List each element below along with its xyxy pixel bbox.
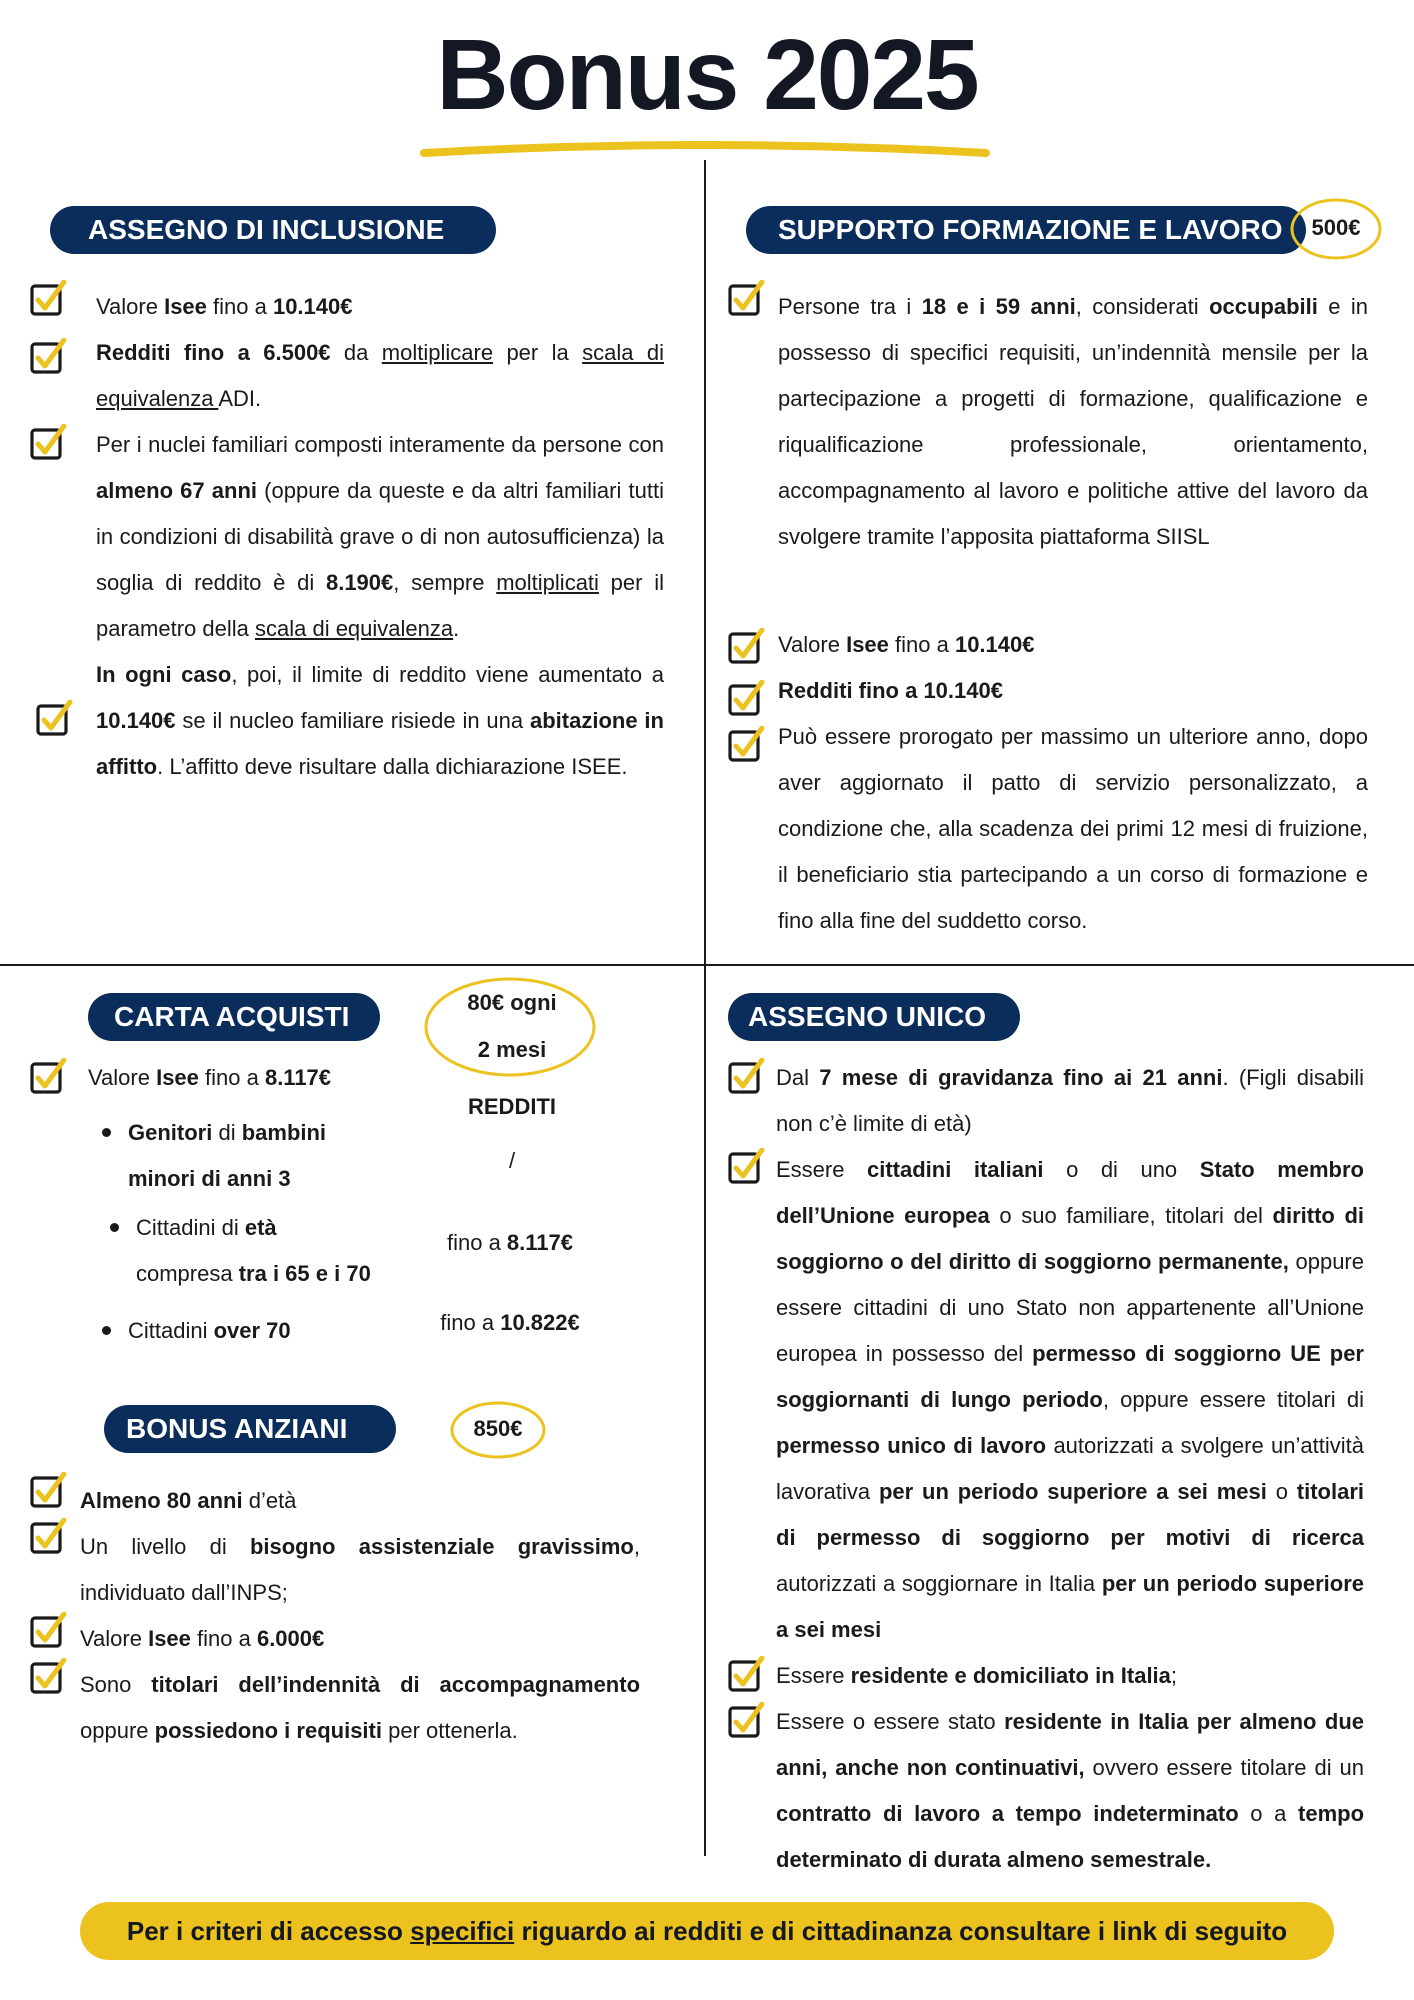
- slash: /: [508, 1148, 516, 1173]
- list-item: Persone tra i 18 e i 59 anni, considerati occupabili e in possesso di specifici requisiti, un’indennità mensile per la partecipazione a progetti di formazione, qualificazione e riqualificazione professionale, orientamento, accompagnamento al lavoro e politiche attive del lavoro da svolgere tramite l’apposita piattaforma SIISL: [778, 294, 1368, 549]
- carta-header: CARTA ACQUISTI: [88, 993, 380, 1041]
- list-item: Può essere prorogato per massimo un ulteriore anno, dopo aver aggiornato il patto di servizio personalizzato, a condizione che, alla scadenza dei primi 12 mesi di fruizione, il beneficiario stia partecipando a un corso di formazione e fino alla fine del suddetto corso.: [778, 724, 1368, 933]
- supporto-amount: 500€: [1311, 215, 1361, 240]
- list-item: Redditi fino a 6.500€ da moltiplicare per la scala di equivalenza ADI.: [96, 340, 665, 411]
- redditi-label: REDDITI: [468, 1094, 556, 1119]
- checkbox-check-icon: [30, 1658, 68, 1698]
- checkbox-check-icon: [728, 680, 766, 720]
- page-title: Bonus 2025: [436, 19, 978, 131]
- unico-header: ASSEGNO UNICO: [728, 993, 1020, 1041]
- list-item: Essere residente e domiciliato in Italia;: [776, 1663, 1178, 1688]
- checkbox-check-icon: [728, 1148, 766, 1188]
- carta-reddito-over70: fino a 10.822€: [440, 1310, 580, 1335]
- list-item: Essere o essere stato residente in Italia per almeno due anni, anche non continuativi, ovvero essere titolare di un contratto di lavoro a tempo indeterminato o a tempo determinato di durata almeno semestrale.: [776, 1709, 1365, 1872]
- inclusione-header: ASSEGNO DI INCLUSIONE: [50, 206, 496, 254]
- checkbox-check-icon: [728, 1656, 766, 1696]
- checkbox-check-icon: [30, 1472, 68, 1512]
- anziani-amount: 850€: [473, 1416, 523, 1441]
- anziani-header: BONUS ANZIANI: [104, 1405, 396, 1453]
- carta-bullet-over70: Cittadini over 70: [128, 1308, 378, 1354]
- vertical-divider: [704, 160, 706, 1856]
- checkbox-check-icon: [728, 726, 766, 766]
- checkbox-check-icon: [728, 1058, 766, 1098]
- list-item: Essere cittadini italiani o di uno Stato membro dell’Unione europea o suo familiare, titolari del diritto di soggiorno o del diritto di soggiorno permanente, oppure essere cittadini di uno Stato non appartenente all’Unione europea in possesso del permesso di soggiorno UE per soggiornanti di lungo periodo, oppure essere titolari di permesso unico di lavoro autorizzati a svolgere un’attività lavorativa per un periodo superiore a sei mesi o titolari di permesso di soggiorno per motivi di ricerca autorizzati a soggiornare in Italia per un periodo superiore a sei mesi: [776, 1157, 1365, 1642]
- checkbox-check-icon: [728, 280, 766, 320]
- horizontal-divider: [0, 964, 1414, 966]
- checkbox-check-icon: [30, 280, 68, 320]
- checkbox-check-icon: [30, 338, 68, 378]
- unico-list: [776, 1055, 1364, 1883]
- anziani-list: [80, 1478, 640, 1754]
- carta-bullet-65-70: Cittadini di età compresa tra i 65 e i 70: [136, 1205, 416, 1297]
- list-item: Sono titolari dell’indennità di accompagnamento oppure possiedono i requisiti per ottenerla.: [80, 1672, 641, 1743]
- supporto-list-intro: [778, 284, 1368, 560]
- carta-amount-line1: 80€ ogni: [467, 990, 557, 1015]
- bullet-dot: [102, 1326, 111, 1335]
- checkbox-check-icon: [30, 1518, 68, 1558]
- list-item: Valore Isee fino a 8.117€: [88, 1065, 332, 1090]
- footer-banner: Per i criteri di accesso specifici riguardo ai redditi e di cittadinanza consultare i link di seguito: [80, 1902, 1334, 1960]
- list-item: Valore Isee fino a 10.140€: [96, 294, 353, 319]
- bullet-dot: [110, 1223, 119, 1232]
- carta-isee: [88, 1055, 408, 1101]
- inclusione-list: [96, 284, 664, 790]
- carta-amount-line2: 2 mesi: [477, 1037, 547, 1062]
- supporto-list: [778, 622, 1368, 944]
- checkbox-check-icon: [30, 424, 68, 464]
- checkbox-check-icon: [728, 1702, 766, 1742]
- list-item: Redditi fino a 10.140€: [778, 678, 1003, 703]
- list-item: Per i nuclei familiari composti interamente da persone con almeno 67 anni (oppure da queste e da altri familiari tutti in condizioni di disabilità grave o di non autosufficienza) la soglia di reddito è di 8.190€, sempre moltiplicati per il parametro della scala di equivalenza.: [96, 432, 665, 641]
- list-item: Un livello di bisogno assistenziale gravissimo, individuato dall’INPS;: [80, 1534, 640, 1605]
- list-item: Almeno 80 anni d’età: [80, 1488, 297, 1513]
- list-item: Valore Isee fino a 6.000€: [80, 1626, 325, 1651]
- checkbox-check-icon: [36, 700, 74, 740]
- list-item: In ogni caso, poi, il limite di reddito viene aumentato a 10.140€ se il nucleo familiare risiede in una abitazione in affitto. L’affitto deve risultare dalla dichiarazione ISEE.: [96, 662, 664, 779]
- carta-reddito-65-70: fino a 8.117€: [446, 1230, 573, 1255]
- list-item: Valore Isee fino a 10.140€: [778, 632, 1035, 657]
- checkbox-check-icon: [30, 1612, 68, 1652]
- supporto-header: SUPPORTO FORMAZIONE E LAVORO: [746, 206, 1306, 254]
- carta-bullet-genitori: Genitori di bambini minori di anni 3: [128, 1110, 378, 1202]
- list-item: Dal 7 mese di gravidanza fino ai 21 anni. (Figli disabili non c’è limite di età): [776, 1065, 1365, 1136]
- checkbox-check-icon: [30, 1058, 68, 1098]
- bullet-dot: [102, 1128, 111, 1137]
- checkbox-check-icon: [728, 628, 766, 668]
